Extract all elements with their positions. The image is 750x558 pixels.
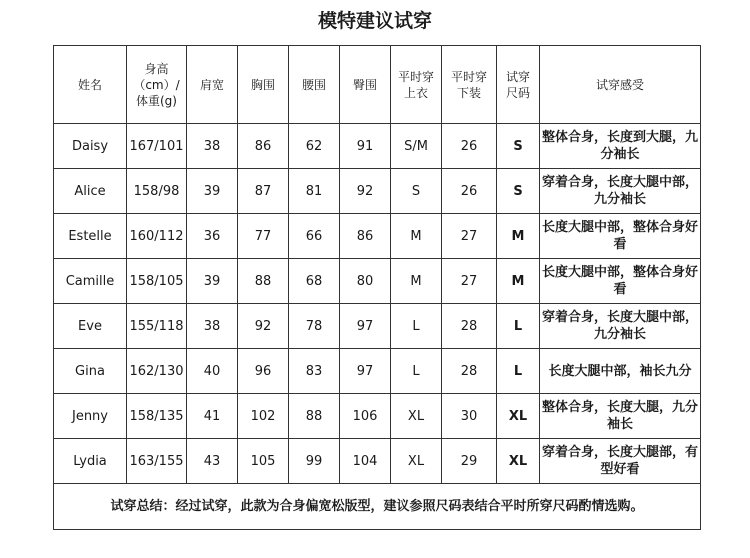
- cell-feeling: 长度大腿中部，整体合身好看: [540, 259, 701, 304]
- cell-chest: 87: [238, 169, 289, 214]
- cell-waist: 83: [289, 349, 340, 394]
- header-chest: 胸围: [238, 46, 289, 124]
- cell-usual-bottom: 28: [442, 304, 497, 349]
- cell-name: Alice: [54, 169, 127, 214]
- cell-usual-bottom: 26: [442, 169, 497, 214]
- cell-hip: 97: [340, 349, 391, 394]
- cell-usual-top: XL: [391, 439, 442, 484]
- cell-waist: 81: [289, 169, 340, 214]
- cell-waist: 62: [289, 124, 340, 169]
- cell-usual-top: S/M: [391, 124, 442, 169]
- table-row: [54, 124, 701, 169]
- cell-usual-top: M: [391, 214, 442, 259]
- cell-hip: 104: [340, 439, 391, 484]
- cell-usual-bottom: 26: [442, 124, 497, 169]
- cell-height-weight: 155/118: [127, 304, 187, 349]
- cell-hip: 91: [340, 124, 391, 169]
- cell-waist: 88: [289, 394, 340, 439]
- cell-hip: 86: [340, 214, 391, 259]
- cell-height-weight: 160/112: [127, 214, 187, 259]
- cell-usual-bottom: 27: [442, 259, 497, 304]
- cell-usual-bottom: 30: [442, 394, 497, 439]
- cell-hip: 97: [340, 304, 391, 349]
- cell-waist: 78: [289, 304, 340, 349]
- cell-chest: 105: [238, 439, 289, 484]
- cell-trial-size: M: [497, 214, 540, 259]
- table-row: [54, 259, 701, 304]
- cell-trial-size: L: [497, 349, 540, 394]
- table-row: [54, 394, 701, 439]
- cell-trial-size: XL: [497, 439, 540, 484]
- cell-usual-bottom: 28: [442, 349, 497, 394]
- header-hip: 臀围: [340, 46, 391, 124]
- cell-trial-size: L: [497, 304, 540, 349]
- cell-shoulder: 38: [187, 304, 238, 349]
- cell-feeling: 长度大腿中部，袖长九分: [540, 349, 701, 394]
- cell-shoulder: 41: [187, 394, 238, 439]
- header-name: 姓名: [54, 46, 127, 124]
- cell-hip: 80: [340, 259, 391, 304]
- cell-height-weight: 158/105: [127, 259, 187, 304]
- cell-shoulder: 43: [187, 439, 238, 484]
- cell-usual-top: XL: [391, 394, 442, 439]
- fit-table: [53, 45, 701, 530]
- page-title: 模特建议试穿: [317, 10, 432, 32]
- header-usual-top: 平时穿 上衣: [391, 46, 442, 124]
- cell-waist: 99: [289, 439, 340, 484]
- table-row: [54, 169, 701, 214]
- cell-chest: 88: [238, 259, 289, 304]
- cell-feeling: 整体合身，长度大腿，九分袖长: [540, 394, 701, 439]
- cell-height-weight: 167/101: [127, 124, 187, 169]
- cell-name: Gina: [54, 349, 127, 394]
- header-waist: 腰围: [289, 46, 340, 124]
- cell-feeling: 穿着合身，长度大腿中部，九分袖长: [540, 169, 701, 214]
- header-shoulder: 肩宽: [187, 46, 238, 124]
- cell-usual-top: M: [391, 259, 442, 304]
- cell-usual-top: S: [391, 169, 442, 214]
- summary-text: 试穿总结：经过试穿，此款为合身偏宽松版型，建议参照尺码表结合平时所穿尺码酌情选购。: [54, 484, 701, 530]
- cell-hip: 92: [340, 169, 391, 214]
- cell-chest: 92: [238, 304, 289, 349]
- cell-shoulder: 36: [187, 214, 238, 259]
- header-feeling: 试穿感受: [540, 46, 701, 124]
- cell-feeling: 长度大腿中部，整体合身好看: [540, 214, 701, 259]
- cell-chest: 96: [238, 349, 289, 394]
- cell-usual-bottom: 29: [442, 439, 497, 484]
- table-row: [54, 439, 701, 484]
- cell-waist: 66: [289, 214, 340, 259]
- cell-height-weight: 158/135: [127, 394, 187, 439]
- cell-feeling: 穿着合身，长度大腿中部，九分袖长: [540, 304, 701, 349]
- cell-trial-size: XL: [497, 394, 540, 439]
- cell-usual-top: L: [391, 304, 442, 349]
- cell-shoulder: 40: [187, 349, 238, 394]
- cell-height-weight: 163/155: [127, 439, 187, 484]
- cell-shoulder: 39: [187, 259, 238, 304]
- cell-usual-bottom: 27: [442, 214, 497, 259]
- cell-feeling: 穿着合身，长度大腿部，有型好看: [540, 439, 701, 484]
- summary-row: [54, 484, 701, 530]
- header-height-weight: 身高 （cm）/ 体重(g): [127, 46, 187, 124]
- cell-trial-size: S: [497, 169, 540, 214]
- table-header-row: [54, 46, 701, 124]
- cell-hip: 106: [340, 394, 391, 439]
- cell-shoulder: 39: [187, 169, 238, 214]
- cell-name: Estelle: [54, 214, 127, 259]
- cell-name: Jenny: [54, 394, 127, 439]
- header-trial-size: 试穿 尺码: [497, 46, 540, 124]
- cell-trial-size: M: [497, 259, 540, 304]
- cell-height-weight: 162/130: [127, 349, 187, 394]
- table-row: [54, 349, 701, 394]
- cell-name: Lydia: [54, 439, 127, 484]
- table-row: [54, 304, 701, 349]
- cell-trial-size: S: [497, 124, 540, 169]
- cell-shoulder: 38: [187, 124, 238, 169]
- cell-waist: 68: [289, 259, 340, 304]
- cell-name: Daisy: [54, 124, 127, 169]
- cell-name: Camille: [54, 259, 127, 304]
- cell-name: Eve: [54, 304, 127, 349]
- cell-feeling: 整体合身，长度到大腿，九分袖长: [540, 124, 701, 169]
- cell-height-weight: 158/98: [127, 169, 187, 214]
- header-usual-bottom: 平时穿 下装: [442, 46, 497, 124]
- table-row: [54, 214, 701, 259]
- cell-chest: 102: [238, 394, 289, 439]
- cell-chest: 86: [238, 124, 289, 169]
- cell-chest: 77: [238, 214, 289, 259]
- cell-usual-top: L: [391, 349, 442, 394]
